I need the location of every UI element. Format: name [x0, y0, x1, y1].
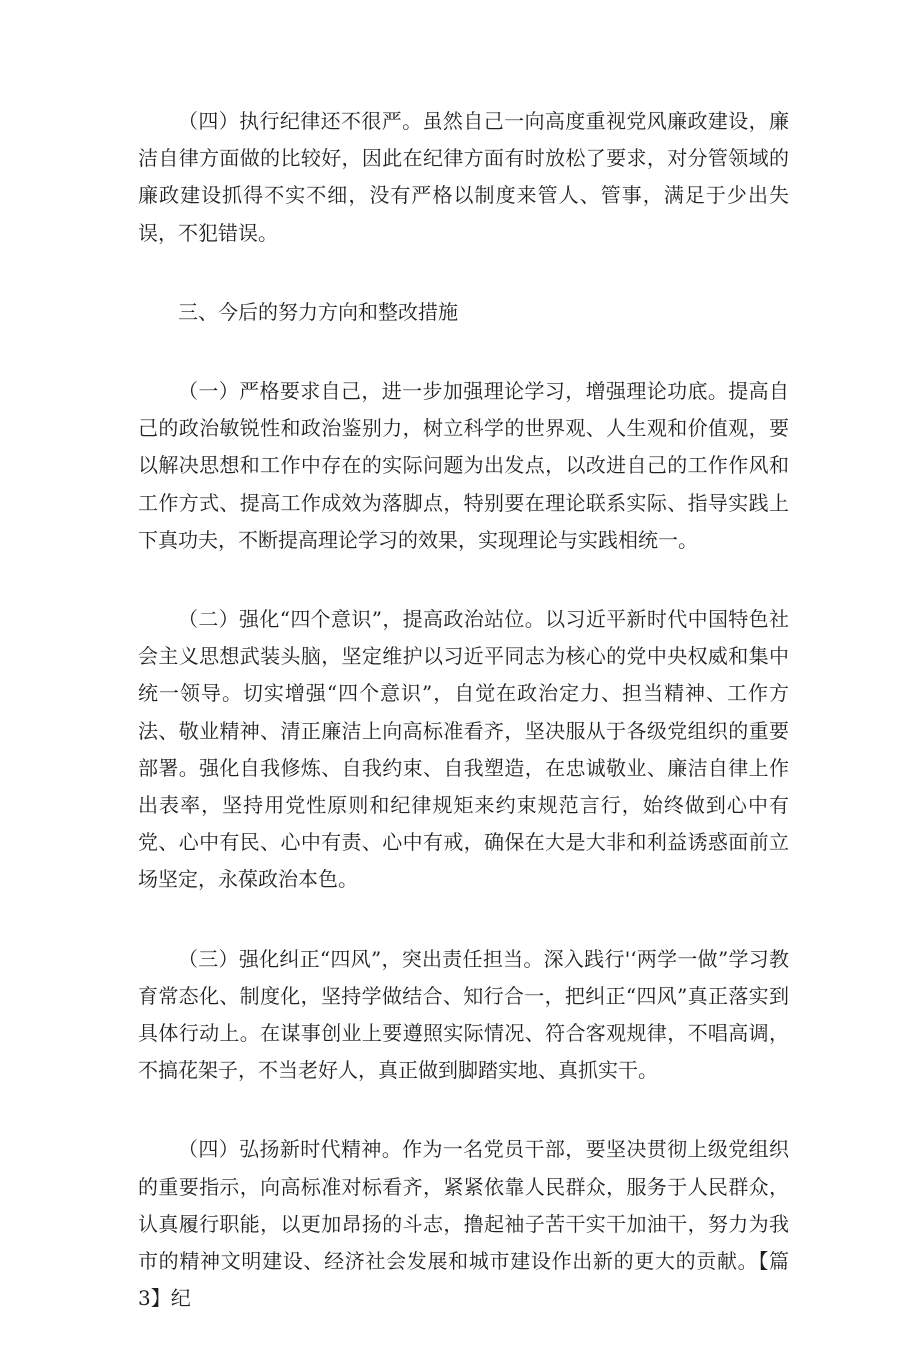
paragraph-new-era-spirit: （四）弘扬新时代精神。作为一名党员干部，要坚决贯彻上级党组织的重要指示，向高标准对标看齐，紧紧依靠人民群众，服务于人民群众，认真履行职能，以更加昂扬的斗志，撸起袖子苦干实干加油干，努力为我市的精神文明建设、经济社会发展和城市建设作出新的更大的贡献。【篇3】纪 — [138, 1137, 789, 1311]
paragraph-discipline-not-strict: （四）执行纪律还不很严。虽然自己一向高度重视党风廉政建设，廉洁自律方面做的比较好，因此在纪律方面有时放松了要求，对分管领域的廉政建设抓得不实不细，没有严格以制度来管人、管事，满足于少出失误，不犯错误。 — [138, 109, 789, 245]
section-heading-future-direction: 三、今后的努力方向和整改措施 — [178, 299, 458, 324]
paragraph-four-consciousness: （二）强化“四个意识”，提高政治站位。以习近平新时代中国特色社会主义思想武装头脑，坚定维护以习近平同志为核心的党中央权威和集中统一领导。切实增强“四个意识”，自觉在政治定力、担当精神、工作方法、敬业精神、清正廉洁上向高标准看齐，坚决服从于各级党组织的重要部署。强化自我修炼、自我约束、自我塑造，在忠诚敬业、廉洁自律上作出表率，坚持用党性原则和纪律规矩来约束规范言行，始终做到心中有党、心中有民、心中有责、心中有戒，确保在大是大非和利益诱惑面前立场坚定，永葆政治本色。 — [138, 607, 789, 892]
document-body — [138, 103, 789, 1359]
paragraph-strengthen-theory-study: （一）严格要求自己，进一步加强理论学习，增强理论功底。提高自己的政治敏锐性和政治鉴别力，树立科学的世界观、人生观和价值观，要以解决思想和工作中存在的实际问题为出发点，以改进自己的工作作风和工作方式、提高工作成效为落脚点，特别要在理论联系实际、指导实践上下真功夫，不断提高理论学习的效果，实现理论与实践相统一。 — [138, 379, 789, 552]
paragraph-correct-four-winds: （三）强化纠正“四风”，突出责任担当。深入践行'‘两学一做”学习教育常态化、制度化，坚持学做结合、知行合一，把纠正“四风”真正落实到具体行动上。在谋事创业上要遵照实际情况、符合客观规律，不唱高调，不搞花架子，不当老好人，真正做到脚踏实地、真抓实干。 — [138, 946, 789, 1083]
